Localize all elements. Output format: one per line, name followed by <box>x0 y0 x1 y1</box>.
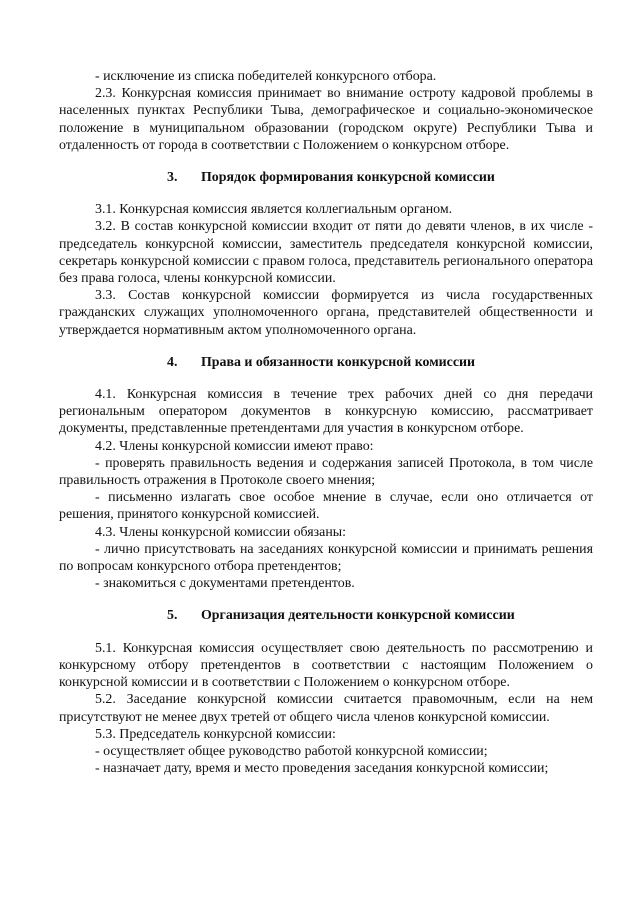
list-item-5-3-b: - назначает дату, время и место проведения заседания конкурсной комиссии; <box>95 761 549 777</box>
section-3-title: Порядок формирования конкурсной комиссии <box>201 170 495 186</box>
paragraph-4-2: 4.2. Члены конкурсной комиссии имеют право: <box>95 438 374 454</box>
paragraph-2-3: 2.3. Конкурсная комиссия принимает во внимание остроту кадровой проблемы в населенных пунктах Республики Тыва, демографическое и социально-экономическое положение в муниципальном образовании (городском округе) Республики Тыва и отдаленность от города в соответствии с Положением о конкурсном отборе. <box>59 86 593 153</box>
paragraph-exclusion: - исключение из списка победителей конкурсного отбора. <box>95 69 437 84</box>
paragraph-5-3: 5.3. Председатель конкурсной комиссии: <box>95 726 336 742</box>
section-5-title: Организация деятельности конкурсной комиссии <box>201 608 515 624</box>
list-item-4-2-b: - письменно излагать свое особое мнение в случае, если оно отличается от решения, принятого конкурсной комиссией. <box>59 490 593 523</box>
paragraph-3-1: 3.1. Конкурсная комиссия является коллегиальным органом. <box>95 202 453 218</box>
paragraph-3-3: 3.3. Состав конкурсной комиссии формируется из числа государственных гражданских служащих уполномоченного органа, представителей общественности и утверждается нормативным актом уполномоченного органа. <box>59 288 593 338</box>
paragraph-5-1: 5.1. Конкурсная комиссия осуществляет свою деятельность по рассмотрению и конкурсному отбору претендентов в соответствии с настоящим Положением о конкурсной комиссии и в соответствии с Положением о конкурсном отборе. <box>59 640 593 691</box>
paragraph-4-3: 4.3. Члены конкурсной комиссии обязаны: <box>95 524 346 540</box>
section-5-number: 5. <box>167 608 178 624</box>
list-item-5-3-a: - осуществляет общее руководство работой конкурсной комиссии; <box>95 743 488 759</box>
section-4-heading <box>59 354 593 371</box>
list-item-4-2-a: - проверять правильность ведения и содержания записей Протокола, в том числе правильность отражения в Протоколе своего мнения; <box>59 455 593 489</box>
section-4-number: 4. <box>167 354 178 370</box>
section-5-heading <box>59 607 593 624</box>
section-3-heading <box>59 169 593 186</box>
paragraph-3-2: 3.2. В состав конкурсной комиссии входит от пяти до девяти членов, в их числе - председатель конкурсной комиссии, заместитель председателя конкурсной комиссии, секретарь конкурсной комиссии с правом голоса, представитель регионального оператора без права голоса, члены конкурсной комиссии. <box>59 219 593 287</box>
list-item-4-3-b: - знакомиться с документами претендентов. <box>95 576 355 592</box>
section-4-title: Права и обязанности конкурсной комиссии <box>201 354 476 370</box>
list-item-4-3-a: - лично присутствовать на заседаниях конкурсной комиссии и принимать решения по вопросам конкурсного отбора претендентов; <box>59 541 593 575</box>
section-3-number: 3. <box>167 170 178 186</box>
paragraph-5-2: 5.2. Заседание конкурсной комиссии считается правомочным, если на нем присутствуют не менее двух третей от общего числа членов конкурсной комиссии. <box>59 692 593 725</box>
paragraph-4-1: 4.1. Конкурсная комиссия в течение трех рабочих дней со дня передачи региональным оператором документов в конкурсную комиссию, рассматривает документы, представленные претендентами для участия в конкурсном отборе. <box>59 387 593 437</box>
